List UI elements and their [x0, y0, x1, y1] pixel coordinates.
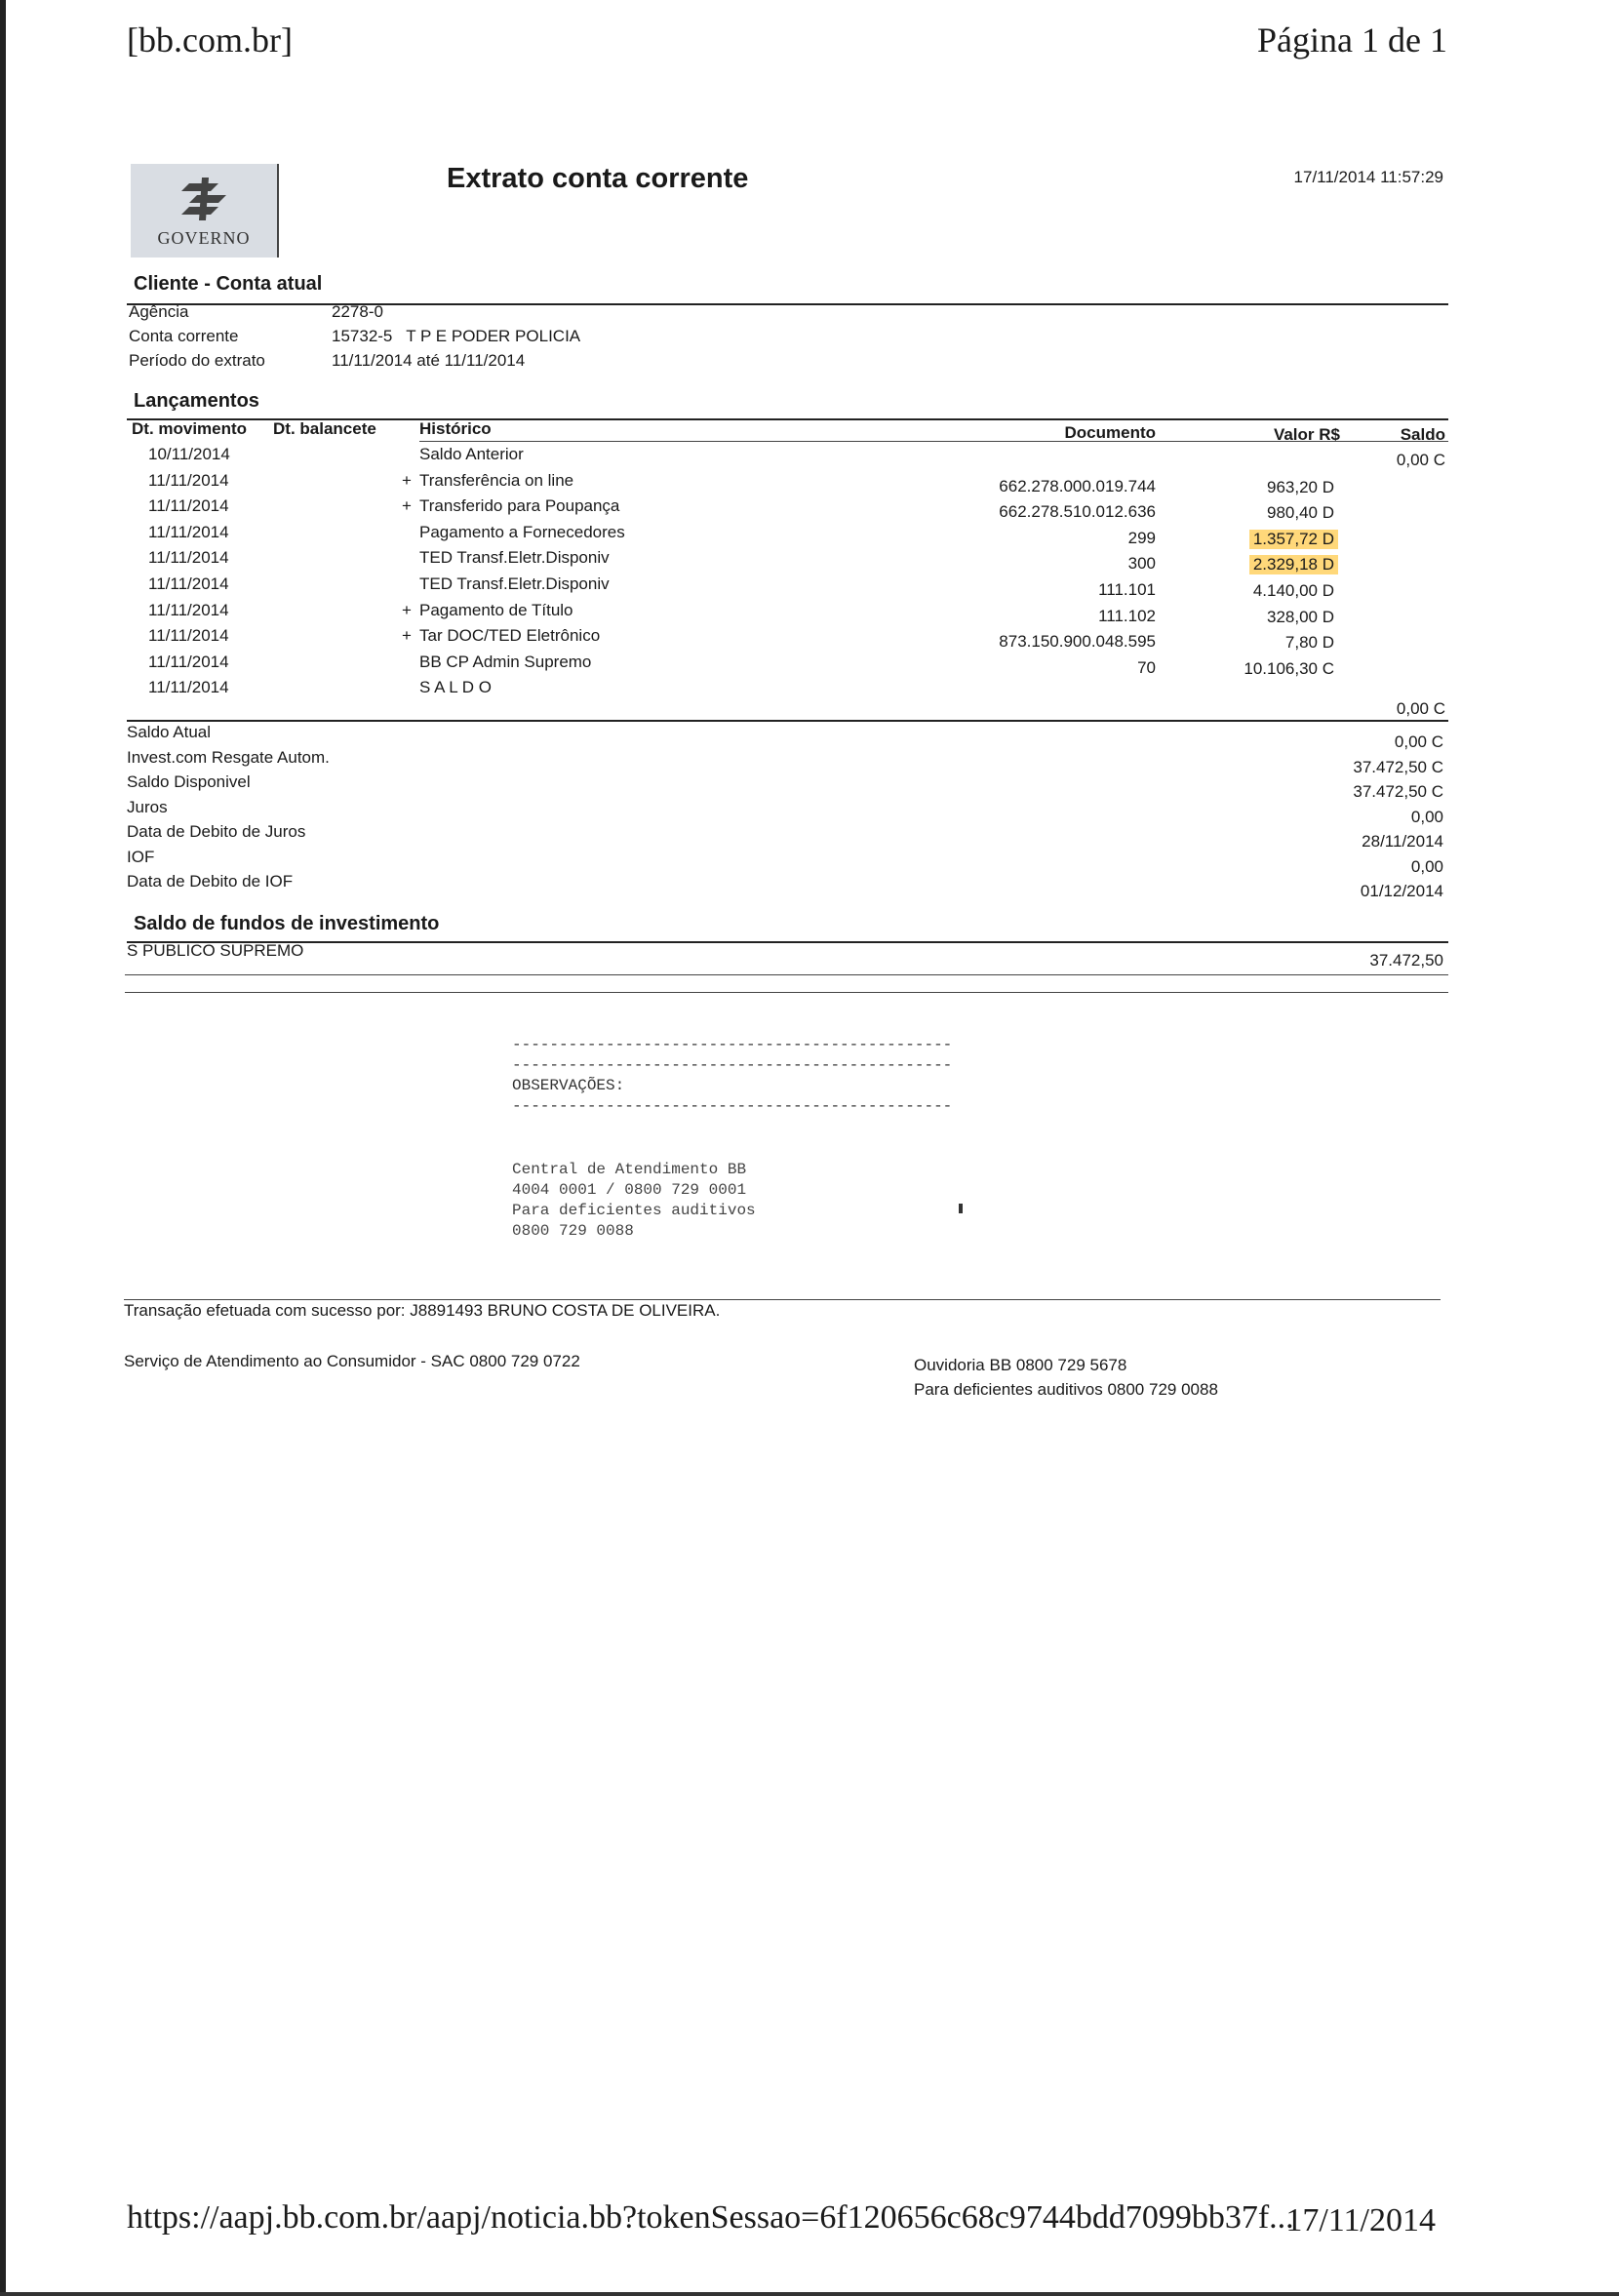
row-dt-movimento: 11/11/2014	[148, 574, 229, 593]
dashed-line: -----------------------------------------------	[512, 1036, 953, 1053]
row-saldo: 0,00 C	[1396, 451, 1445, 469]
central-line: Para deficientes auditivos	[512, 1202, 756, 1219]
col-documento: Documento	[1064, 423, 1156, 442]
ink-dot	[959, 1204, 963, 1213]
central-line: Central de Atendimento BB	[512, 1161, 747, 1178]
row-historico: BB CP Admin Supremo	[419, 653, 592, 671]
summary-value: 28/11/2014	[1362, 832, 1443, 851]
row-historico: S A L D O	[419, 678, 493, 696]
ouvidoria-text: Ouvidoria BB 0800 729 5678	[914, 1356, 1127, 1374]
divider	[127, 303, 1448, 305]
row-historico: TED Transf.Eletr.Disponiv	[419, 548, 610, 567]
row-documento: 300	[1127, 554, 1156, 573]
deficientes-text: Para deficientes auditivos 0800 729 0088	[914, 1380, 1218, 1399]
statement-datetime: 17/11/2014 11:57:29	[1293, 168, 1443, 186]
page-title: Extrato conta corrente	[447, 163, 749, 194]
row-valor: 7,80 D	[1284, 633, 1334, 652]
client-section-title: Cliente - Conta atual	[134, 273, 323, 295]
row-documento: 873.150.900.048.595	[999, 632, 1156, 651]
conta-value: 15732-5 T P E PODER POLICIA	[332, 327, 581, 345]
row-dt-movimento: 11/11/2014	[148, 678, 229, 696]
col-dt-movimento: Dt. movimento	[132, 419, 248, 438]
print-footer-date: 17/11/2014	[1285, 2202, 1436, 2238]
print-footer-url: https://aapj.bb.com.br/aapj/noticia.bb?tokenSessao=6f120656c68c9744bdd7099bb37f...	[127, 2199, 1294, 2236]
fundos-section-title: Saldo de fundos de investimento	[134, 913, 440, 934]
row-documento: 70	[1137, 658, 1156, 677]
row-dt-movimento: 11/11/2014	[148, 471, 229, 490]
logo-text: GOVERNO	[157, 228, 251, 248]
row-dt-movimento: 11/11/2014	[148, 496, 229, 515]
bank-logo	[131, 164, 279, 257]
dashed-line: -----------------------------------------------	[512, 1056, 953, 1074]
col-dt-balancete: Dt. balancete	[273, 419, 376, 438]
row-dt-movimento: 11/11/2014	[148, 626, 229, 645]
central-line: 4004 0001 / 0800 729 0001	[512, 1181, 747, 1199]
row-valor: 1.357,72 D	[1249, 530, 1338, 549]
col-historico: Histórico	[419, 419, 492, 438]
col-valor: Valor R$	[1273, 425, 1340, 444]
print-header-page: Página 1 de 1	[1257, 20, 1447, 59]
agencia-label: Agência	[129, 302, 189, 321]
fundo-name: S PUBLICO SUPREMO	[127, 941, 304, 960]
periodo-value: 11/11/2014 até 11/11/2014	[332, 351, 526, 370]
row-historico: Saldo Anterior	[419, 445, 524, 463]
row-saldo: 0,00 C	[1396, 699, 1445, 718]
divider	[124, 1299, 1441, 1300]
row-historico: Pagamento de Título	[419, 601, 573, 619]
sac-text: Serviço de Atendimento ao Consumidor - SAC 0800 729 0722	[124, 1352, 580, 1370]
summary-value: 01/12/2014	[1360, 882, 1443, 900]
summary-label: Saldo Atual	[127, 723, 212, 741]
central-line: 0800 729 0088	[512, 1222, 634, 1240]
divider	[127, 941, 1448, 943]
transacao-text: Transação efetuada com sucesso por: J8891493 BRUNO COSTA DE OLIVEIRA.	[124, 1301, 721, 1320]
summary-label: Juros	[127, 798, 168, 816]
row-valor: 963,20 D	[1267, 478, 1334, 496]
row-dt-movimento: 10/11/2014	[148, 445, 230, 463]
row-sign: +	[402, 471, 412, 490]
summary-label: Invest.com Resgate Autom.	[127, 748, 330, 767]
row-dt-movimento: 11/11/2014	[148, 601, 229, 619]
scan-bottom-edge	[0, 2292, 1619, 2296]
divider	[125, 992, 1448, 993]
periodo-label: Período do extrato	[129, 351, 265, 370]
row-documento: 662.278.510.012.636	[999, 502, 1156, 521]
row-historico: Tar DOC/TED Eletrônico	[419, 626, 601, 645]
summary-value: 37.472,50 C	[1353, 758, 1443, 776]
summary-value: 0,00 C	[1394, 732, 1443, 751]
row-historico: Transferência on line	[419, 471, 574, 490]
lancamentos-section-title: Lançamentos	[134, 390, 259, 412]
row-valor: 980,40 D	[1267, 503, 1334, 522]
col-saldo: Saldo	[1400, 425, 1445, 444]
summary-label: IOF	[127, 848, 155, 866]
divider	[125, 974, 1448, 975]
row-documento: 111.101	[1098, 580, 1156, 599]
row-dt-movimento: 11/11/2014	[148, 523, 229, 541]
row-valor: 4.140,00 D	[1252, 581, 1334, 600]
divider	[127, 720, 1448, 722]
row-sign: +	[402, 626, 412, 645]
row-valor: 2.329,18 D	[1249, 555, 1338, 574]
row-historico: Transferido para Poupança	[419, 496, 620, 515]
row-documento: 299	[1127, 529, 1156, 547]
row-sign: +	[402, 601, 412, 619]
row-documento: 662.278.000.019.744	[999, 477, 1156, 495]
conta-label: Conta corrente	[129, 327, 239, 345]
observacoes-label: OBSERVAÇÕES:	[512, 1077, 625, 1094]
scan-left-edge	[0, 0, 6, 2296]
row-historico: TED Transf.Eletr.Disponiv	[419, 574, 610, 593]
row-documento: 111.102	[1098, 607, 1156, 625]
summary-value: 37.472,50 C	[1353, 782, 1443, 801]
row-valor: 328,00 D	[1267, 608, 1334, 626]
summary-value: 0,00	[1410, 857, 1443, 876]
summary-label: Saldo Disponivel	[127, 772, 251, 791]
agencia-value: 2278-0	[332, 302, 383, 321]
row-sign: +	[402, 496, 412, 515]
row-dt-movimento: 11/11/2014	[148, 653, 229, 671]
summary-label: Data de Debito de Juros	[127, 822, 306, 841]
summary-label: Data de Debito de IOF	[127, 872, 294, 891]
row-historico: Pagamento a Fornecedores	[419, 523, 625, 541]
bb-logo-icon	[170, 176, 238, 224]
fundo-value: 37.472,50	[1369, 951, 1443, 970]
summary-value: 0,00	[1410, 808, 1443, 826]
divider	[419, 441, 1448, 442]
print-header-site: [bb.com.br]	[127, 20, 293, 59]
dashed-line: -----------------------------------------------	[512, 1097, 953, 1115]
row-dt-movimento: 11/11/2014	[148, 548, 229, 567]
row-valor: 10.106,30 C	[1244, 659, 1334, 678]
